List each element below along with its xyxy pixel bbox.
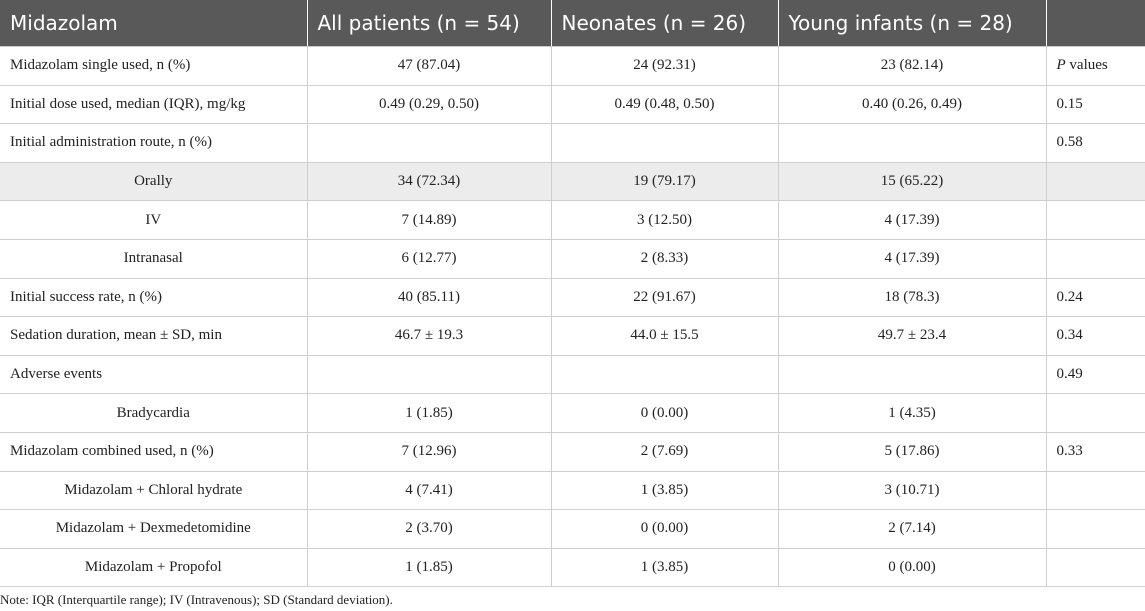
cell-neonates: 22 (91.67): [551, 278, 778, 317]
cell-young-infants: 1 (4.35): [778, 394, 1046, 433]
cell-p-value: [1046, 355, 1145, 394]
table-row: [0, 432, 1145, 471]
p-value-text: 0.24: [1056, 288, 1083, 305]
row-label: Sedation duration, mean ± SD, min: [0, 317, 307, 356]
cell-all-patients: 4 (7.41): [307, 471, 551, 510]
cell-all-patients: [307, 355, 551, 394]
row-label: Initial dose used, median (IQR), mg/kg: [0, 85, 307, 124]
cell-p-value: [1046, 85, 1145, 124]
cell-young-infants: 4 (17.39): [778, 201, 1046, 240]
table-row: [0, 201, 1145, 240]
header-cell-all-patients: All patients (n = 54): [307, 0, 551, 47]
cell-neonates: 44.0 ± 15.5: [551, 317, 778, 356]
p-value-text: 0.15: [1056, 95, 1083, 112]
table-row: [0, 471, 1145, 510]
row-label: Adverse events: [0, 355, 307, 394]
cell-p-value: [1046, 47, 1145, 86]
cell-neonates: 0.49 (0.48, 0.50): [551, 85, 778, 124]
row-label: Midazolam single used, n (%): [0, 47, 307, 86]
cell-all-patients: 2 (3.70): [307, 510, 551, 549]
table-row: [0, 355, 1145, 394]
row-label: Initial success rate, n (%): [0, 278, 307, 317]
cell-young-infants: 18 (78.3): [778, 278, 1046, 317]
cell-young-infants: 4 (17.39): [778, 239, 1046, 278]
row-label: IV: [0, 201, 307, 240]
table-footnote: Note: IQR (Interquartile range); IV (Intravenous); SD (Standard deviation).: [0, 592, 393, 607]
cell-young-infants: 0.40 (0.26, 0.49): [778, 85, 1046, 124]
cell-p-value: [1046, 510, 1145, 549]
cell-young-infants: [778, 355, 1046, 394]
row-label: Midazolam + Propofol: [0, 548, 307, 587]
p-value-italic: P: [1056, 57, 1066, 74]
table-row: [0, 124, 1145, 163]
header-row: [0, 0, 1145, 47]
cell-all-patients: 7 (14.89): [307, 201, 551, 240]
cell-all-patients: 1 (1.85): [307, 548, 551, 587]
row-label: Orally: [0, 162, 307, 201]
header-cell-p-values: [1046, 0, 1145, 47]
header-cell-young-infants: Young infants (n = 28): [778, 0, 1046, 47]
cell-young-infants: 49.7 ± 23.4: [778, 317, 1046, 356]
table-row: [0, 317, 1145, 356]
cell-all-patients: 40 (85.11): [307, 278, 551, 317]
cell-p-value: [1046, 162, 1145, 201]
cell-all-patients: 0.49 (0.29, 0.50): [307, 85, 551, 124]
row-label: Intranasal: [0, 239, 307, 278]
cell-all-patients: 34 (72.34): [307, 162, 551, 201]
p-value-text: 0.58: [1056, 134, 1083, 151]
cell-all-patients: 46.7 ± 19.3: [307, 317, 551, 356]
table-body: [0, 47, 1145, 587]
table-row: [0, 394, 1145, 433]
cell-all-patients: 47 (87.04): [307, 47, 551, 86]
cell-neonates: 0 (0.00): [551, 394, 778, 433]
cell-all-patients: 6 (12.77): [307, 239, 551, 278]
cell-p-value: [1046, 239, 1145, 278]
cell-all-patients: 1 (1.85): [307, 394, 551, 433]
cell-neonates: [551, 124, 778, 163]
cell-p-value: [1046, 432, 1145, 471]
cell-all-patients: [307, 124, 551, 163]
row-label: Midazolam + Chloral hydrate: [0, 471, 307, 510]
p-value-text: 0.34: [1056, 327, 1083, 344]
cell-neonates: 3 (12.50): [551, 201, 778, 240]
cell-young-infants: 3 (10.71): [778, 471, 1046, 510]
cell-neonates: [551, 355, 778, 394]
cell-neonates: 1 (3.85): [551, 548, 778, 587]
cell-neonates: 2 (8.33): [551, 239, 778, 278]
table-row: [0, 239, 1145, 278]
table-header: [0, 0, 1145, 47]
cell-young-infants: 23 (82.14): [778, 47, 1046, 86]
cell-p-value: [1046, 394, 1145, 433]
table-row: [0, 162, 1145, 201]
header-cell-neonates: Neonates (n = 26): [551, 0, 778, 47]
cell-neonates: 24 (92.31): [551, 47, 778, 86]
table-row: [0, 510, 1145, 549]
cell-young-infants: 5 (17.86): [778, 432, 1046, 471]
cell-neonates: 2 (7.69): [551, 432, 778, 471]
cell-p-value: [1046, 124, 1145, 163]
row-label: Initial administration route, n (%): [0, 124, 307, 163]
cell-p-value: [1046, 278, 1145, 317]
cell-neonates: 1 (3.85): [551, 471, 778, 510]
row-label: Bradycardia: [0, 394, 307, 433]
cell-p-value: [1046, 471, 1145, 510]
p-value-text: values: [1065, 57, 1108, 74]
p-value-text: 0.49: [1056, 366, 1083, 383]
row-label: Midazolam + Dexmedetomidine: [0, 510, 307, 549]
row-label: Midazolam combined used, n (%): [0, 432, 307, 471]
table-row: [0, 548, 1145, 587]
cell-neonates: 0 (0.00): [551, 510, 778, 549]
cell-young-infants: [778, 124, 1046, 163]
cell-young-infants: 15 (65.22): [778, 162, 1046, 201]
table-row: [0, 85, 1145, 124]
p-value-text: 0.33: [1056, 443, 1083, 460]
cell-all-patients: 7 (12.96): [307, 432, 551, 471]
cell-neonates: 19 (79.17): [551, 162, 778, 201]
cell-p-value: [1046, 548, 1145, 587]
table-row: [0, 278, 1145, 317]
cell-p-value: [1046, 317, 1145, 356]
table-row: [0, 47, 1145, 86]
header-cell-midazolam: Midazolam: [0, 0, 307, 47]
cell-young-infants: 2 (7.14): [778, 510, 1046, 549]
cell-p-value: [1046, 201, 1145, 240]
cell-young-infants: 0 (0.00): [778, 548, 1046, 587]
